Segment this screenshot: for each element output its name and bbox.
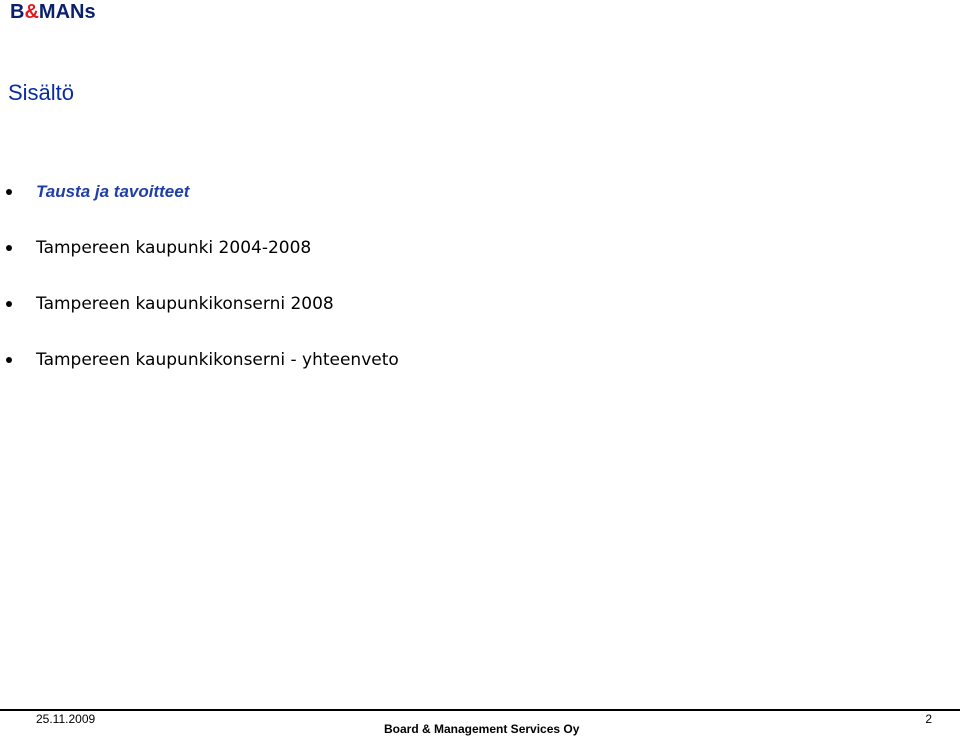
footer-divider: [0, 709, 960, 711]
brand-logo: [10, 0, 96, 24]
logo-ampersand: &: [24, 1, 39, 23]
list-item-text: Tampereen kaupunkikonserni - yhteenveto: [36, 350, 399, 370]
slide-title: Sisältö: [8, 80, 75, 105]
list-item-text: Tampereen kaupunkikonserni 2008: [36, 294, 334, 314]
footer-company: Board & Management Services Oy: [384, 722, 580, 736]
logo-part-b: B: [10, 1, 25, 23]
bullet-icon: [6, 357, 12, 363]
footer-date: 25.11.2009: [36, 712, 96, 726]
list-item-text: Tampereen kaupunki 2004-2008: [36, 238, 312, 258]
bullet-icon: [6, 301, 12, 307]
bullet-icon: [6, 245, 12, 251]
logo-part-mans: MANs: [38, 1, 96, 23]
list-item-text: Tausta ja tavoitteet: [36, 182, 190, 201]
bullet-icon: [6, 189, 12, 195]
page-number: 2: [925, 712, 932, 726]
